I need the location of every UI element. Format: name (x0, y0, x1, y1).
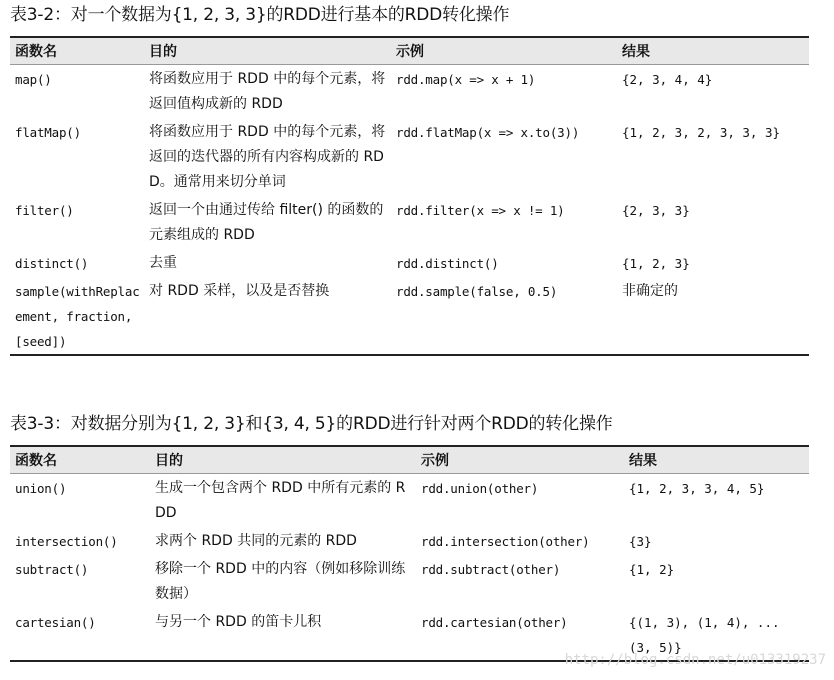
func-purpose: 将函数应用于 RDD 中的每个元素，将返回的迭代器的所有内容构成新的 RDD。通常用来切分单词 (149, 124, 386, 190)
func-result: {1, 2, 3, 3, 4, 5} (629, 481, 765, 496)
table-row (10, 557, 809, 607)
table2-header-purpose: 目的 (155, 453, 183, 469)
table1-bottom-rule (10, 354, 809, 356)
func-name: filter() (15, 203, 74, 218)
func-example: rdd.subtract(other) (421, 562, 561, 577)
func-example: rdd.distinct() (396, 256, 499, 271)
func-purpose: 去重 (149, 255, 177, 271)
func-name: intersection() (15, 534, 118, 549)
table2-header-result: 结果 (629, 453, 657, 469)
func-example: rdd.union(other) (421, 481, 539, 496)
table1 (10, 36, 809, 356)
table2-caption: 表3-3：对数据分别为{1, 2, 3}和{3, 4, 5}的RDD进行针对两个RDD的转化操作 (10, 414, 613, 434)
func-result: {1, 2, 3} (622, 256, 690, 271)
table-row (10, 67, 809, 117)
func-result: {3} (629, 534, 652, 549)
table1-caption: 表3-2：对一个数据为{1, 2, 3, 3}的RDD进行基本的RDD转化操作 (10, 5, 510, 25)
func-purpose: 求两个 RDD 共同的元素的 RDD (155, 533, 357, 549)
func-name: union() (15, 481, 67, 496)
func-purpose: 移除一个 RDD 中的内容（例如移除训练数据） (155, 561, 406, 602)
func-purpose: 生成一个包含两个 RDD 中所有元素的 RDD (155, 480, 406, 521)
table-row (10, 529, 809, 554)
func-result: 非确定的 (622, 283, 678, 299)
func-result: {(1, 3), (1, 4), ... (3, 5)} (629, 615, 788, 655)
func-example: rdd.filter(x => x != 1) (396, 203, 565, 218)
func-name: map() (15, 72, 52, 87)
table1-header-name: 函数名 (15, 44, 57, 60)
func-name: distinct() (15, 256, 89, 271)
table1-header-result: 结果 (622, 44, 650, 60)
func-example: rdd.map(x => x + 1) (396, 72, 536, 87)
table1-header-purpose: 目的 (149, 44, 177, 60)
func-name: flatMap() (15, 125, 81, 140)
table-row (10, 279, 809, 354)
table2 (10, 445, 809, 662)
func-example: rdd.flatMap(x => x.to(3)) (396, 125, 580, 140)
table1-header-example: 示例 (396, 44, 424, 60)
table2-header-name: 函数名 (15, 453, 57, 469)
table-row (10, 120, 809, 195)
func-result: {1, 2} (629, 562, 675, 577)
watermark: http://blog.csdn.net/u013319237 (564, 652, 826, 668)
func-purpose: 返回一个由通过传给 filter() 的函数的元素组成的 RDD (149, 202, 384, 243)
table1-header-row (10, 38, 809, 65)
func-example: rdd.intersection(other) (421, 534, 590, 549)
func-result: {2, 3, 3} (622, 203, 690, 218)
func-purpose: 对 RDD 采样，以及是否替换 (149, 283, 330, 299)
func-result: {1, 2, 3, 2, 3, 3, 3} (622, 125, 781, 140)
table2-header-example: 示例 (421, 453, 449, 469)
func-example: rdd.cartesian(other) (421, 615, 568, 630)
table-row (10, 476, 809, 526)
func-purpose: 将函数应用于 RDD 中的每个元素，将返回值构成新的 RDD (149, 71, 386, 112)
func-purpose: 与另一个 RDD 的笛卡儿积 (155, 614, 322, 630)
func-name: sample(withReplacement, fraction, [seed]) (15, 284, 140, 349)
func-name: subtract() (15, 562, 89, 577)
table-row (10, 251, 809, 276)
func-example: rdd.sample(false, 0.5) (396, 284, 558, 299)
func-name: cartesian() (15, 615, 96, 630)
table-row (10, 198, 809, 248)
table2-header-row (10, 447, 809, 474)
func-result: {2, 3, 4, 4} (622, 72, 713, 87)
